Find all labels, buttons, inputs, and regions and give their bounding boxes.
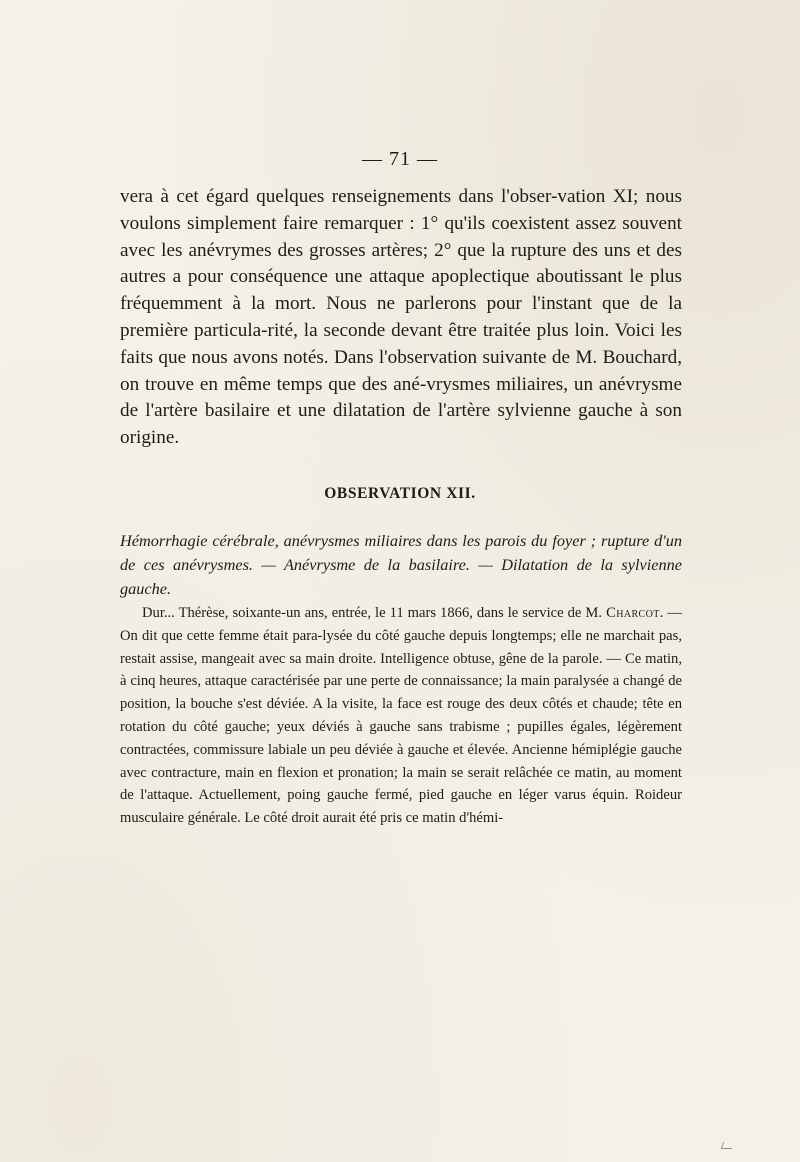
observation-body-intro: Dur... Thérèse, soixante-un ans, entrée, le 11 mars 1866, dans le service de M. <box>142 605 603 621</box>
body-paragraph: vera à cet égard quelques renseignements dans l'obser-vation XI; nous voulons simplement faire remarquer : 1° qu'ils coexistent assez souvent avec les anévrymes des grosses artères; 2° que la rupture des uns et des autres a pour conséquence une attaque apoplectique aboutissant le plus fréquemment à la mort. Nous ne parlerons pour l'instant que de la première particula-rité, la seconde devant être traitée plus loin. Voici les faits que nous avons notés. Dans l'observation suivante de M. Bouchard, on trouve en même temps que des ané-vrysmes miliaires, un anévrysme de l'artère basilaire et une dilatation de l'artère sylvienne gauche à son origine. <box>120 186 682 449</box>
observation-body-main: . — On dit que cette femme était para-lysée du côté gauche depuis longtemps; elle ne marchait pas, restait assise, mangeait avec sa main droite. Intelligence obtuse, gêne de la parole. — Ce matin, à cinq heures, attaque caractérisée par une perte de connaissance; la main paralysée a changé de position, la bouche s'est déviée. A la visite, la face est rouge des deux côtés et chaude; tête en rotation du côté gauche; yeux déviés à gauche sans trabisme ; pupilles égales, légèrement contractées, commissure labiale un peu déviée à gauche et élevée. Ancienne hémiplégie gauche avec contracture, main en flexion et pronation; la main se serait relâchée ce matin, au moment de l'attaque. Actuellement, poing gauche fermé, pied gauche en léger varus équin. Roideur musculaire générale. Le côté droit aurait été pris ce matin d'hémi- <box>120 605 683 827</box>
page-corner-mark <box>721 1142 735 1149</box>
observation-body <box>120 602 682 830</box>
observation-title: OBSERVATION XII. <box>324 485 476 502</box>
observation-subtitle: Hémorrhagie cérébrale, anévrysmes miliaires dans les parois du foyer ; rupture d'un de ces anévrysmes. — Anévrysme de la basilaire. — Dilatation de la sylvienne gauche. <box>120 531 682 598</box>
page-number: — 71 — <box>362 148 438 170</box>
physician-name: Charcot <box>606 605 660 621</box>
